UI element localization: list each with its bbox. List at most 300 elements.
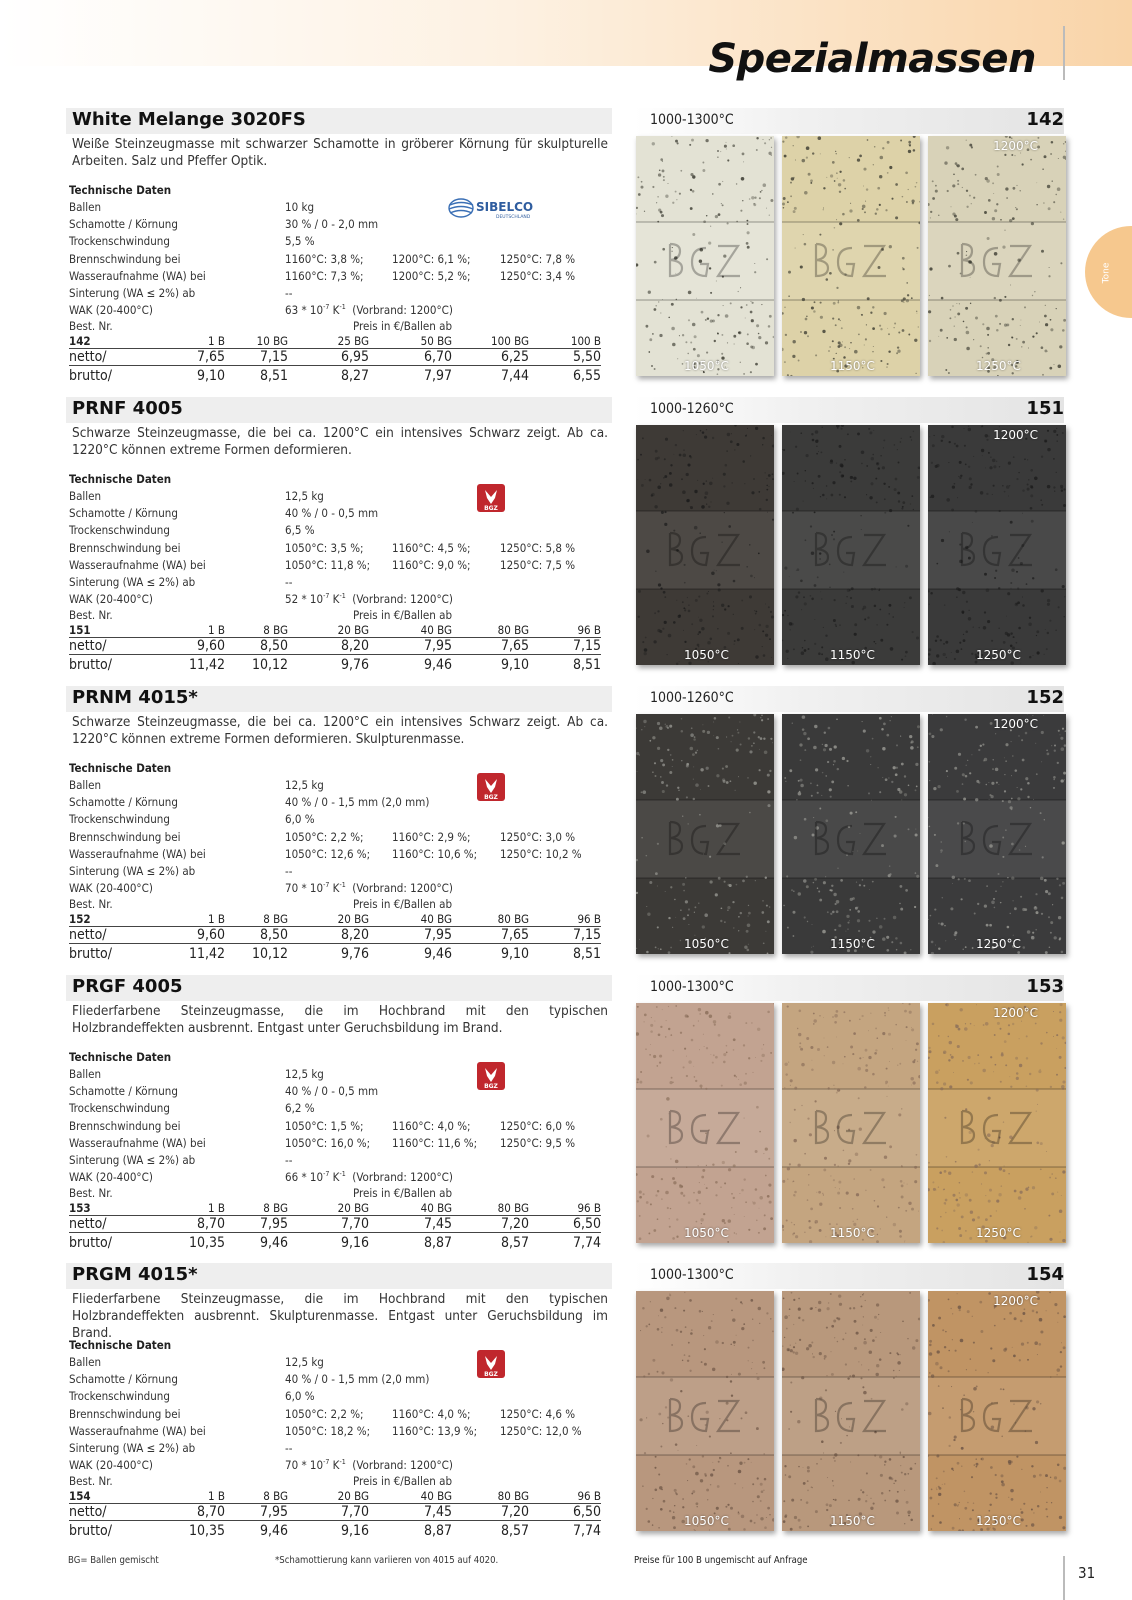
spec-label: Ballen bbox=[69, 778, 102, 792]
netto-row-cell: 5,50 bbox=[572, 349, 601, 365]
quantity-row-cell: 20 BG bbox=[337, 623, 369, 637]
spec-label: Ballen bbox=[69, 1355, 102, 1369]
spec-label: WAK (20-400°C) bbox=[69, 881, 153, 896]
wak-exponent: -7 bbox=[323, 592, 330, 601]
brutto-row-cell: 6,55 bbox=[572, 368, 601, 384]
quantity-row-cell: 8 BG bbox=[263, 1201, 288, 1215]
brutto-row-cell: 9,10 bbox=[500, 657, 529, 673]
product-number: 142 bbox=[1026, 109, 1064, 130]
quantity-row-cell: 96 B bbox=[577, 1489, 601, 1503]
firing-range: 1000-1300°C bbox=[650, 979, 734, 995]
spec-label: WAK (20-400°C) bbox=[69, 1170, 153, 1185]
spec-label: WAK (20-400°C) bbox=[69, 592, 153, 607]
quantity-row-cell: 50 BG bbox=[420, 334, 452, 348]
product-block bbox=[0, 975, 1132, 1250]
page-number: 31 bbox=[1078, 1564, 1096, 1582]
bgz-logo-text: BGZ bbox=[484, 505, 498, 512]
spec-value-wak bbox=[285, 1170, 453, 1184]
spec-label: Ballen bbox=[69, 200, 102, 214]
clay-swatch bbox=[782, 1003, 920, 1243]
netto-row-cell: 7,95 bbox=[259, 1216, 288, 1232]
bgz-shield-logo bbox=[477, 773, 505, 801]
brutto-row-cell: 8,87 bbox=[423, 1523, 452, 1539]
brutto-row bbox=[69, 946, 601, 963]
swatch-temperature-label: 1250°C bbox=[976, 359, 1021, 373]
spec-value-ballen: 12,5 kg bbox=[285, 778, 324, 792]
swatch-temperature-label: 1050°C bbox=[684, 648, 729, 662]
product-number: 152 bbox=[1026, 687, 1064, 708]
netto-row-cell: 7,95 bbox=[423, 927, 452, 943]
netto-row-cell: 8,20 bbox=[340, 927, 369, 943]
spec-label: Ballen bbox=[69, 1067, 102, 1081]
spec-label: Trockenschwindung bbox=[69, 1101, 170, 1116]
brutto-row-cell: 9,46 bbox=[259, 1235, 288, 1251]
brutto-row-cell: 9,76 bbox=[340, 657, 369, 673]
netto-row-cell: 9,60 bbox=[196, 638, 225, 654]
netto-row-cell: 7,20 bbox=[500, 1216, 529, 1232]
netto-row-cell: 7,45 bbox=[423, 1216, 452, 1232]
footer-note-schamottierung: *Schamottierung kann variieren von 4015 auf 4020. bbox=[275, 1555, 499, 1566]
spec-value-wa: 1250°C: 12,0 % bbox=[500, 1423, 582, 1438]
product-name: PRGM 4015* bbox=[72, 1264, 198, 1285]
quantity-row-cell: 96 B bbox=[577, 912, 601, 926]
quantity-row-cell: 40 BG bbox=[420, 1489, 452, 1503]
best-nr-label: Best. Nr. bbox=[69, 897, 113, 911]
brutto-row-cell: 8,27 bbox=[340, 368, 369, 384]
tech-data-title: Technische Daten bbox=[69, 183, 172, 197]
netto-row-label: netto/ bbox=[69, 1216, 107, 1232]
spec-label: Schamotte / Körnung bbox=[69, 506, 178, 521]
quantity-row bbox=[69, 910, 601, 927]
price-label: Preis in €/Ballen ab bbox=[353, 319, 453, 333]
sibelco-logo-subtext: DEUTSCHLAND bbox=[496, 215, 531, 220]
swatch-temperature-label: 1150°C bbox=[830, 648, 875, 662]
wak-unit-exponent: -1 bbox=[339, 303, 346, 312]
quantity-row-cell: 40 BG bbox=[420, 912, 452, 926]
best-nr-label: Best. Nr. bbox=[69, 1186, 113, 1200]
spec-label: Sinterung (WA ≤ 2%) ab bbox=[69, 1441, 196, 1455]
spec-value-wa: 1250°C: 10,2 % bbox=[500, 846, 582, 861]
swatch-temperature-label: 1150°C bbox=[830, 1226, 875, 1240]
sibelco-logo-text: SIBELCO bbox=[476, 200, 534, 214]
spec-value-brenn: 1250°C: 7,8 % bbox=[500, 251, 576, 266]
spec-value-wa: 1250°C: 3,4 % bbox=[500, 268, 576, 283]
bgz-logo-text: BGZ bbox=[484, 1371, 498, 1378]
spec-value-sinterung: -- bbox=[285, 864, 293, 878]
spec-value-wa: 1050°C: 16,0 %; bbox=[285, 1135, 371, 1150]
clay-swatch bbox=[782, 136, 920, 376]
quantity-row-label: 142 bbox=[69, 334, 91, 348]
wak-value: 63 * 10 bbox=[285, 303, 324, 318]
page-title: Spezialmassen bbox=[708, 36, 1036, 82]
spec-label: Trockenschwindung bbox=[69, 523, 170, 538]
clay-swatch bbox=[928, 136, 1066, 376]
spec-value-schamotte: 40 % / 0 - 0,5 mm bbox=[285, 506, 379, 521]
spec-label: Trockenschwindung bbox=[69, 234, 170, 249]
spec-label: Sinterung (WA ≤ 2%) ab bbox=[69, 286, 196, 300]
quantity-row-cell: 80 BG bbox=[497, 912, 529, 926]
quantity-row-cell: 20 BG bbox=[337, 1201, 369, 1215]
spec-value-trocken: 6,2 % bbox=[285, 1101, 315, 1116]
spec-value-ballen: 12,5 kg bbox=[285, 1067, 324, 1081]
clay-swatch bbox=[782, 1291, 920, 1531]
spec-label: WAK (20-400°C) bbox=[69, 303, 153, 318]
spec-value-schamotte: 40 % / 0 - 1,5 mm (2,0 mm) bbox=[285, 795, 430, 810]
firing-range: 1000-1260°C bbox=[650, 401, 734, 417]
footer-note-bg: BG= Ballen gemischt bbox=[68, 1555, 159, 1566]
quantity-row bbox=[69, 1199, 601, 1216]
brutto-row-cell: 9,46 bbox=[259, 1523, 288, 1539]
quantity-row-label: 154 bbox=[69, 1489, 91, 1503]
price-label: Preis in €/Ballen ab bbox=[353, 608, 453, 622]
spec-value-wak bbox=[285, 881, 453, 895]
spec-value-wak bbox=[285, 592, 453, 606]
product-block bbox=[0, 108, 1132, 383]
quantity-row-cell: 1 B bbox=[208, 912, 225, 926]
spec-value-brenn: 1250°C: 5,8 % bbox=[500, 540, 576, 555]
netto-row-cell: 6,50 bbox=[572, 1504, 601, 1520]
netto-row bbox=[69, 1216, 601, 1233]
wak-unit: K bbox=[329, 303, 340, 318]
netto-row-cell: 7,65 bbox=[500, 638, 529, 654]
spec-value-sinterung: -- bbox=[285, 1153, 293, 1167]
spec-label: WAK (20-400°C) bbox=[69, 1458, 153, 1473]
spec-value-wa: 1200°C: 5,2 %; bbox=[392, 268, 471, 283]
clay-swatch bbox=[928, 1291, 1066, 1531]
clay-swatch bbox=[782, 425, 920, 665]
product-description: Schwarze Steinzeugmasse, die bei ca. 1200°C ein intensives Schwarz zeigt. Ab ca. 1220°C können extreme Formen deformieren. Skulpturenmasse. bbox=[72, 714, 608, 747]
quantity-row-cell: 40 BG bbox=[420, 623, 452, 637]
product-name: White Melange 3020FS bbox=[72, 109, 306, 130]
brutto-row-cell: 8,51 bbox=[572, 946, 601, 962]
netto-row-label: netto/ bbox=[69, 349, 107, 365]
brutto-row-label: brutto/ bbox=[69, 657, 112, 673]
side-tab-label: Tone bbox=[1101, 262, 1112, 284]
quantity-row-cell: 1 B bbox=[208, 1201, 225, 1215]
product-block bbox=[0, 686, 1132, 961]
wak-unit-exponent: -1 bbox=[339, 1170, 346, 1179]
bgz-logo-text: BGZ bbox=[484, 1083, 498, 1090]
spec-value-brenn: 1050°C: 1,5 %; bbox=[285, 1118, 364, 1133]
clay-swatch bbox=[636, 1003, 774, 1243]
spec-value-sinterung: -- bbox=[285, 1441, 293, 1455]
firing-range: 1000-1260°C bbox=[650, 690, 734, 706]
swatch-temperature-label: 1250°C bbox=[976, 1226, 1021, 1240]
spec-value-wa: 1160°C: 7,3 %; bbox=[285, 268, 364, 283]
netto-row bbox=[69, 638, 601, 655]
quantity-row-cell: 8 BG bbox=[263, 912, 288, 926]
spec-label: Wasseraufnahme (WA) bei bbox=[69, 1135, 206, 1150]
wak-exponent: -7 bbox=[323, 1170, 330, 1179]
swatch-temperature-label: 1150°C bbox=[830, 359, 875, 373]
spec-value-brenn: 1160°C: 2,9 %; bbox=[392, 829, 471, 844]
product-description: Schwarze Steinzeugmasse, die bei ca. 1200°C ein intensives Schwarz zeigt. Ab ca. 1220°C können extreme Formen deformieren. bbox=[72, 425, 608, 458]
spec-label: Brennschwindung bei bbox=[69, 540, 181, 555]
wak-unit: K bbox=[329, 1458, 340, 1473]
netto-row-cell: 8,70 bbox=[196, 1504, 225, 1520]
product-block bbox=[0, 1263, 1132, 1538]
price-label: Preis in €/Ballen ab bbox=[353, 897, 453, 911]
spec-value-trocken: 5,5 % bbox=[285, 234, 315, 249]
brutto-row-cell: 9,10 bbox=[196, 368, 225, 384]
spec-value-wa: 1050°C: 11,8 %; bbox=[285, 557, 371, 572]
spec-value-wa: 1250°C: 7,5 % bbox=[500, 557, 576, 572]
spec-label: Trockenschwindung bbox=[69, 812, 170, 827]
wak-exponent: -7 bbox=[323, 303, 330, 312]
swatch-temperature-label: 1250°C bbox=[976, 1514, 1021, 1528]
netto-row-cell: 7,45 bbox=[423, 1504, 452, 1520]
spec-value-schamotte: 40 % / 0 - 0,5 mm bbox=[285, 1084, 379, 1099]
brutto-row-cell: 9,16 bbox=[340, 1235, 369, 1251]
quantity-row-cell: 8 BG bbox=[263, 1489, 288, 1503]
quantity-row-cell: 1 B bbox=[208, 623, 225, 637]
tech-data-title: Technische Daten bbox=[69, 472, 172, 486]
swatch-top-temperature-label: 1200°C bbox=[993, 1294, 1038, 1308]
product-name: PRGF 4005 bbox=[72, 976, 183, 997]
brutto-row-cell: 8,87 bbox=[423, 1235, 452, 1251]
spec-value-ballen: 12,5 kg bbox=[285, 1355, 324, 1369]
spec-label: Trockenschwindung bbox=[69, 1389, 170, 1404]
netto-row-cell: 7,70 bbox=[340, 1216, 369, 1232]
wak-value: 66 * 10 bbox=[285, 1170, 324, 1185]
spec-value-wa: 1250°C: 9,5 % bbox=[500, 1135, 576, 1150]
spec-label: Brennschwindung bei bbox=[69, 251, 181, 266]
swatch-temperature-label: 1050°C bbox=[684, 1226, 729, 1240]
quantity-row-cell: 1 B bbox=[208, 1489, 225, 1503]
netto-row-cell: 8,70 bbox=[196, 1216, 225, 1232]
spec-value-brenn: 1250°C: 4,6 % bbox=[500, 1406, 576, 1421]
tech-data-title: Technische Daten bbox=[69, 1050, 172, 1064]
wak-unit-exponent: -1 bbox=[339, 592, 346, 601]
title-divider bbox=[1063, 26, 1065, 80]
quantity-row bbox=[69, 1487, 601, 1504]
spec-value-schamotte: 40 % / 0 - 1,5 mm (2,0 mm) bbox=[285, 1372, 430, 1387]
spec-value-brenn: 1160°C: 3,8 %; bbox=[285, 251, 364, 266]
spec-label: Wasseraufnahme (WA) bei bbox=[69, 557, 206, 572]
firing-range: 1000-1300°C bbox=[650, 1267, 734, 1283]
brutto-row bbox=[69, 1235, 601, 1252]
product-block bbox=[0, 397, 1132, 672]
netto-row-cell: 7,20 bbox=[500, 1504, 529, 1520]
spec-label: Brennschwindung bei bbox=[69, 1118, 181, 1133]
spec-value-schamotte: 30 % / 0 - 2,0 mm bbox=[285, 217, 379, 232]
quantity-row-cell: 96 B bbox=[577, 623, 601, 637]
spec-value-wa: 1050°C: 18,2 %; bbox=[285, 1423, 371, 1438]
brutto-row-cell: 7,44 bbox=[500, 368, 529, 384]
brutto-row-cell: 9,46 bbox=[423, 657, 452, 673]
price-label: Preis in €/Ballen ab bbox=[353, 1474, 453, 1488]
brutto-row-cell: 10,12 bbox=[251, 657, 288, 673]
wak-unit-exponent: -1 bbox=[339, 1458, 346, 1467]
brutto-row-cell: 9,76 bbox=[340, 946, 369, 962]
netto-row-cell: 7,65 bbox=[196, 349, 225, 365]
clay-swatch bbox=[928, 1003, 1066, 1243]
quantity-row-cell: 10 BG bbox=[256, 334, 288, 348]
brutto-row-cell: 7,97 bbox=[423, 368, 452, 384]
spec-label: Sinterung (WA ≤ 2%) ab bbox=[69, 864, 196, 878]
swatch-top-temperature-label: 1200°C bbox=[993, 139, 1038, 153]
spec-value-brenn: 1200°C: 6,1 %; bbox=[392, 251, 471, 266]
spec-label: Ballen bbox=[69, 489, 102, 503]
brutto-row-cell: 8,57 bbox=[500, 1235, 529, 1251]
spec-value-brenn: 1250°C: 3,0 % bbox=[500, 829, 576, 844]
brutto-row-cell: 10,12 bbox=[251, 946, 288, 962]
quantity-row-cell: 20 BG bbox=[337, 912, 369, 926]
clay-swatch bbox=[636, 1291, 774, 1531]
clay-swatch bbox=[636, 714, 774, 954]
netto-row-cell: 7,15 bbox=[572, 927, 601, 943]
quantity-row-cell: 96 B bbox=[577, 1201, 601, 1215]
brutto-row-cell: 9,46 bbox=[423, 946, 452, 962]
wak-unit: K bbox=[329, 592, 340, 607]
spec-value-ballen: 10 kg bbox=[285, 200, 315, 214]
swatch-top-temperature-label: 1200°C bbox=[993, 717, 1038, 731]
wak-note: (Vorbrand: 1200°C) bbox=[345, 592, 453, 607]
brutto-row-cell: 8,51 bbox=[259, 368, 288, 384]
brutto-row-label: brutto/ bbox=[69, 1235, 112, 1251]
netto-row-cell: 7,15 bbox=[572, 638, 601, 654]
wak-value: 70 * 10 bbox=[285, 881, 324, 896]
quantity-row bbox=[69, 621, 601, 638]
spec-value-brenn: 1160°C: 4,5 %; bbox=[392, 540, 471, 555]
spec-value-sinterung: -- bbox=[285, 575, 293, 589]
brutto-row-cell: 7,74 bbox=[572, 1523, 601, 1539]
spec-value-ballen: 12,5 kg bbox=[285, 489, 324, 503]
spec-label: Schamotte / Körnung bbox=[69, 1084, 178, 1099]
wak-unit: K bbox=[329, 1170, 340, 1185]
netto-row-cell: 8,50 bbox=[259, 638, 288, 654]
spec-value-brenn: 1050°C: 2,2 %; bbox=[285, 1406, 364, 1421]
netto-row bbox=[69, 1504, 601, 1521]
swatch-temperature-label: 1050°C bbox=[684, 359, 729, 373]
spec-value-wak bbox=[285, 303, 453, 317]
clay-swatch bbox=[928, 425, 1066, 665]
quantity-row-cell: 100 BG bbox=[491, 334, 529, 348]
spec-value-brenn: 1250°C: 6,0 % bbox=[500, 1118, 576, 1133]
clay-swatch bbox=[636, 425, 774, 665]
swatch-temperature-label: 1250°C bbox=[976, 648, 1021, 662]
product-description: Weiße Steinzeugmasse mit schwarzer Schamotte in gröberer Körnung für skulpturelle Arbeiten. Salz und Pfeffer Optik. bbox=[72, 136, 608, 169]
netto-row-cell: 7,70 bbox=[340, 1504, 369, 1520]
wak-note: (Vorbrand: 1200°C) bbox=[345, 1170, 453, 1185]
swatch-top-temperature-label: 1200°C bbox=[993, 428, 1038, 442]
netto-row-cell: 6,95 bbox=[340, 349, 369, 365]
netto-row-cell: 6,50 bbox=[572, 1216, 601, 1232]
spec-label: Schamotte / Körnung bbox=[69, 1372, 178, 1387]
product-number: 154 bbox=[1026, 1264, 1064, 1285]
netto-row bbox=[69, 349, 601, 366]
quantity-row-cell: 80 BG bbox=[497, 1489, 529, 1503]
spec-value-wa: 1160°C: 10,6 %; bbox=[392, 846, 478, 861]
quantity-row-label: 151 bbox=[69, 623, 91, 637]
brutto-row-cell: 10,35 bbox=[188, 1235, 225, 1251]
clay-swatch bbox=[782, 714, 920, 954]
spec-value-brenn: 1160°C: 4,0 %; bbox=[392, 1406, 471, 1421]
spec-value-trocken: 6,0 % bbox=[285, 1389, 315, 1404]
swatch-temperature-label: 1050°C bbox=[684, 937, 729, 951]
spec-label: Sinterung (WA ≤ 2%) ab bbox=[69, 575, 196, 589]
quantity-row-cell: 8 BG bbox=[263, 623, 288, 637]
netto-row-cell: 6,70 bbox=[423, 349, 452, 365]
best-nr-label: Best. Nr. bbox=[69, 1474, 113, 1488]
spec-value-brenn: 1050°C: 3,5 %; bbox=[285, 540, 364, 555]
brutto-row-cell: 11,42 bbox=[188, 657, 225, 673]
spec-label: Wasseraufnahme (WA) bei bbox=[69, 268, 206, 283]
netto-row-cell: 8,20 bbox=[340, 638, 369, 654]
sibelco-logo bbox=[446, 194, 546, 224]
quantity-row-cell: 80 BG bbox=[497, 1201, 529, 1215]
quantity-row-cell: 1 B bbox=[208, 334, 225, 348]
spec-value-wa: 1050°C: 12,6 %; bbox=[285, 846, 371, 861]
swatch-top-temperature-label: 1200°C bbox=[993, 1006, 1038, 1020]
quantity-row-cell: 20 BG bbox=[337, 1489, 369, 1503]
quantity-row-cell: 80 BG bbox=[497, 623, 529, 637]
swatch-temperature-label: 1250°C bbox=[976, 937, 1021, 951]
swatch-temperature-label: 1150°C bbox=[830, 937, 875, 951]
spec-label: Brennschwindung bei bbox=[69, 829, 181, 844]
netto-row-cell: 7,95 bbox=[259, 1504, 288, 1520]
product-number: 153 bbox=[1026, 976, 1064, 997]
bgz-shield-logo bbox=[477, 1350, 505, 1378]
brutto-row bbox=[69, 368, 601, 385]
product-name: PRNM 4015* bbox=[72, 687, 198, 708]
brutto-row bbox=[69, 1523, 601, 1540]
wak-note: (Vorbrand: 1200°C) bbox=[345, 303, 453, 318]
price-label: Preis in €/Ballen ab bbox=[353, 1186, 453, 1200]
netto-row-label: netto/ bbox=[69, 927, 107, 943]
netto-row-label: netto/ bbox=[69, 1504, 107, 1520]
bgz-logo-text: BGZ bbox=[484, 794, 498, 801]
quantity-row-label: 152 bbox=[69, 912, 91, 926]
firing-range: 1000-1300°C bbox=[650, 112, 734, 128]
spec-value-trocken: 6,0 % bbox=[285, 812, 315, 827]
quantity-row-label: 153 bbox=[69, 1201, 91, 1215]
brutto-row-cell: 10,35 bbox=[188, 1523, 225, 1539]
wak-value: 70 * 10 bbox=[285, 1458, 324, 1473]
brutto-row-cell: 9,10 bbox=[500, 946, 529, 962]
spec-value-trocken: 6,5 % bbox=[285, 523, 315, 538]
product-number: 151 bbox=[1026, 398, 1064, 419]
brutto-row bbox=[69, 657, 601, 674]
swatch-temperature-label: 1050°C bbox=[684, 1514, 729, 1528]
brutto-row-cell: 9,16 bbox=[340, 1523, 369, 1539]
brutto-row-cell: 8,51 bbox=[572, 657, 601, 673]
page-number-divider bbox=[1063, 1556, 1065, 1600]
netto-row-cell: 7,95 bbox=[423, 638, 452, 654]
netto-row-label: netto/ bbox=[69, 638, 107, 654]
spec-label: Schamotte / Körnung bbox=[69, 217, 178, 232]
wak-exponent: -7 bbox=[323, 1458, 330, 1467]
wak-value: 52 * 10 bbox=[285, 592, 324, 607]
spec-value-wa: 1160°C: 11,6 %; bbox=[392, 1135, 478, 1150]
wak-note: (Vorbrand: 1200°C) bbox=[345, 1458, 453, 1473]
netto-row-cell: 7,65 bbox=[500, 927, 529, 943]
bgz-shield-logo bbox=[477, 1062, 505, 1090]
best-nr-label: Best. Nr. bbox=[69, 319, 113, 333]
bgz-shield-logo bbox=[477, 484, 505, 512]
quantity-row-cell: 100 B bbox=[570, 334, 601, 348]
tech-data-title: Technische Daten bbox=[69, 1338, 172, 1352]
spec-label: Wasseraufnahme (WA) bei bbox=[69, 846, 206, 861]
quantity-row-cell: 40 BG bbox=[420, 1201, 452, 1215]
wak-unit: K bbox=[329, 881, 340, 896]
tech-data-title: Technische Daten bbox=[69, 761, 172, 775]
spec-value-wak bbox=[285, 1458, 453, 1472]
wak-unit-exponent: -1 bbox=[339, 881, 346, 890]
brutto-row-cell: 8,57 bbox=[500, 1523, 529, 1539]
spec-value-brenn: 1050°C: 2,2 %; bbox=[285, 829, 364, 844]
brutto-row-label: brutto/ bbox=[69, 1523, 112, 1539]
